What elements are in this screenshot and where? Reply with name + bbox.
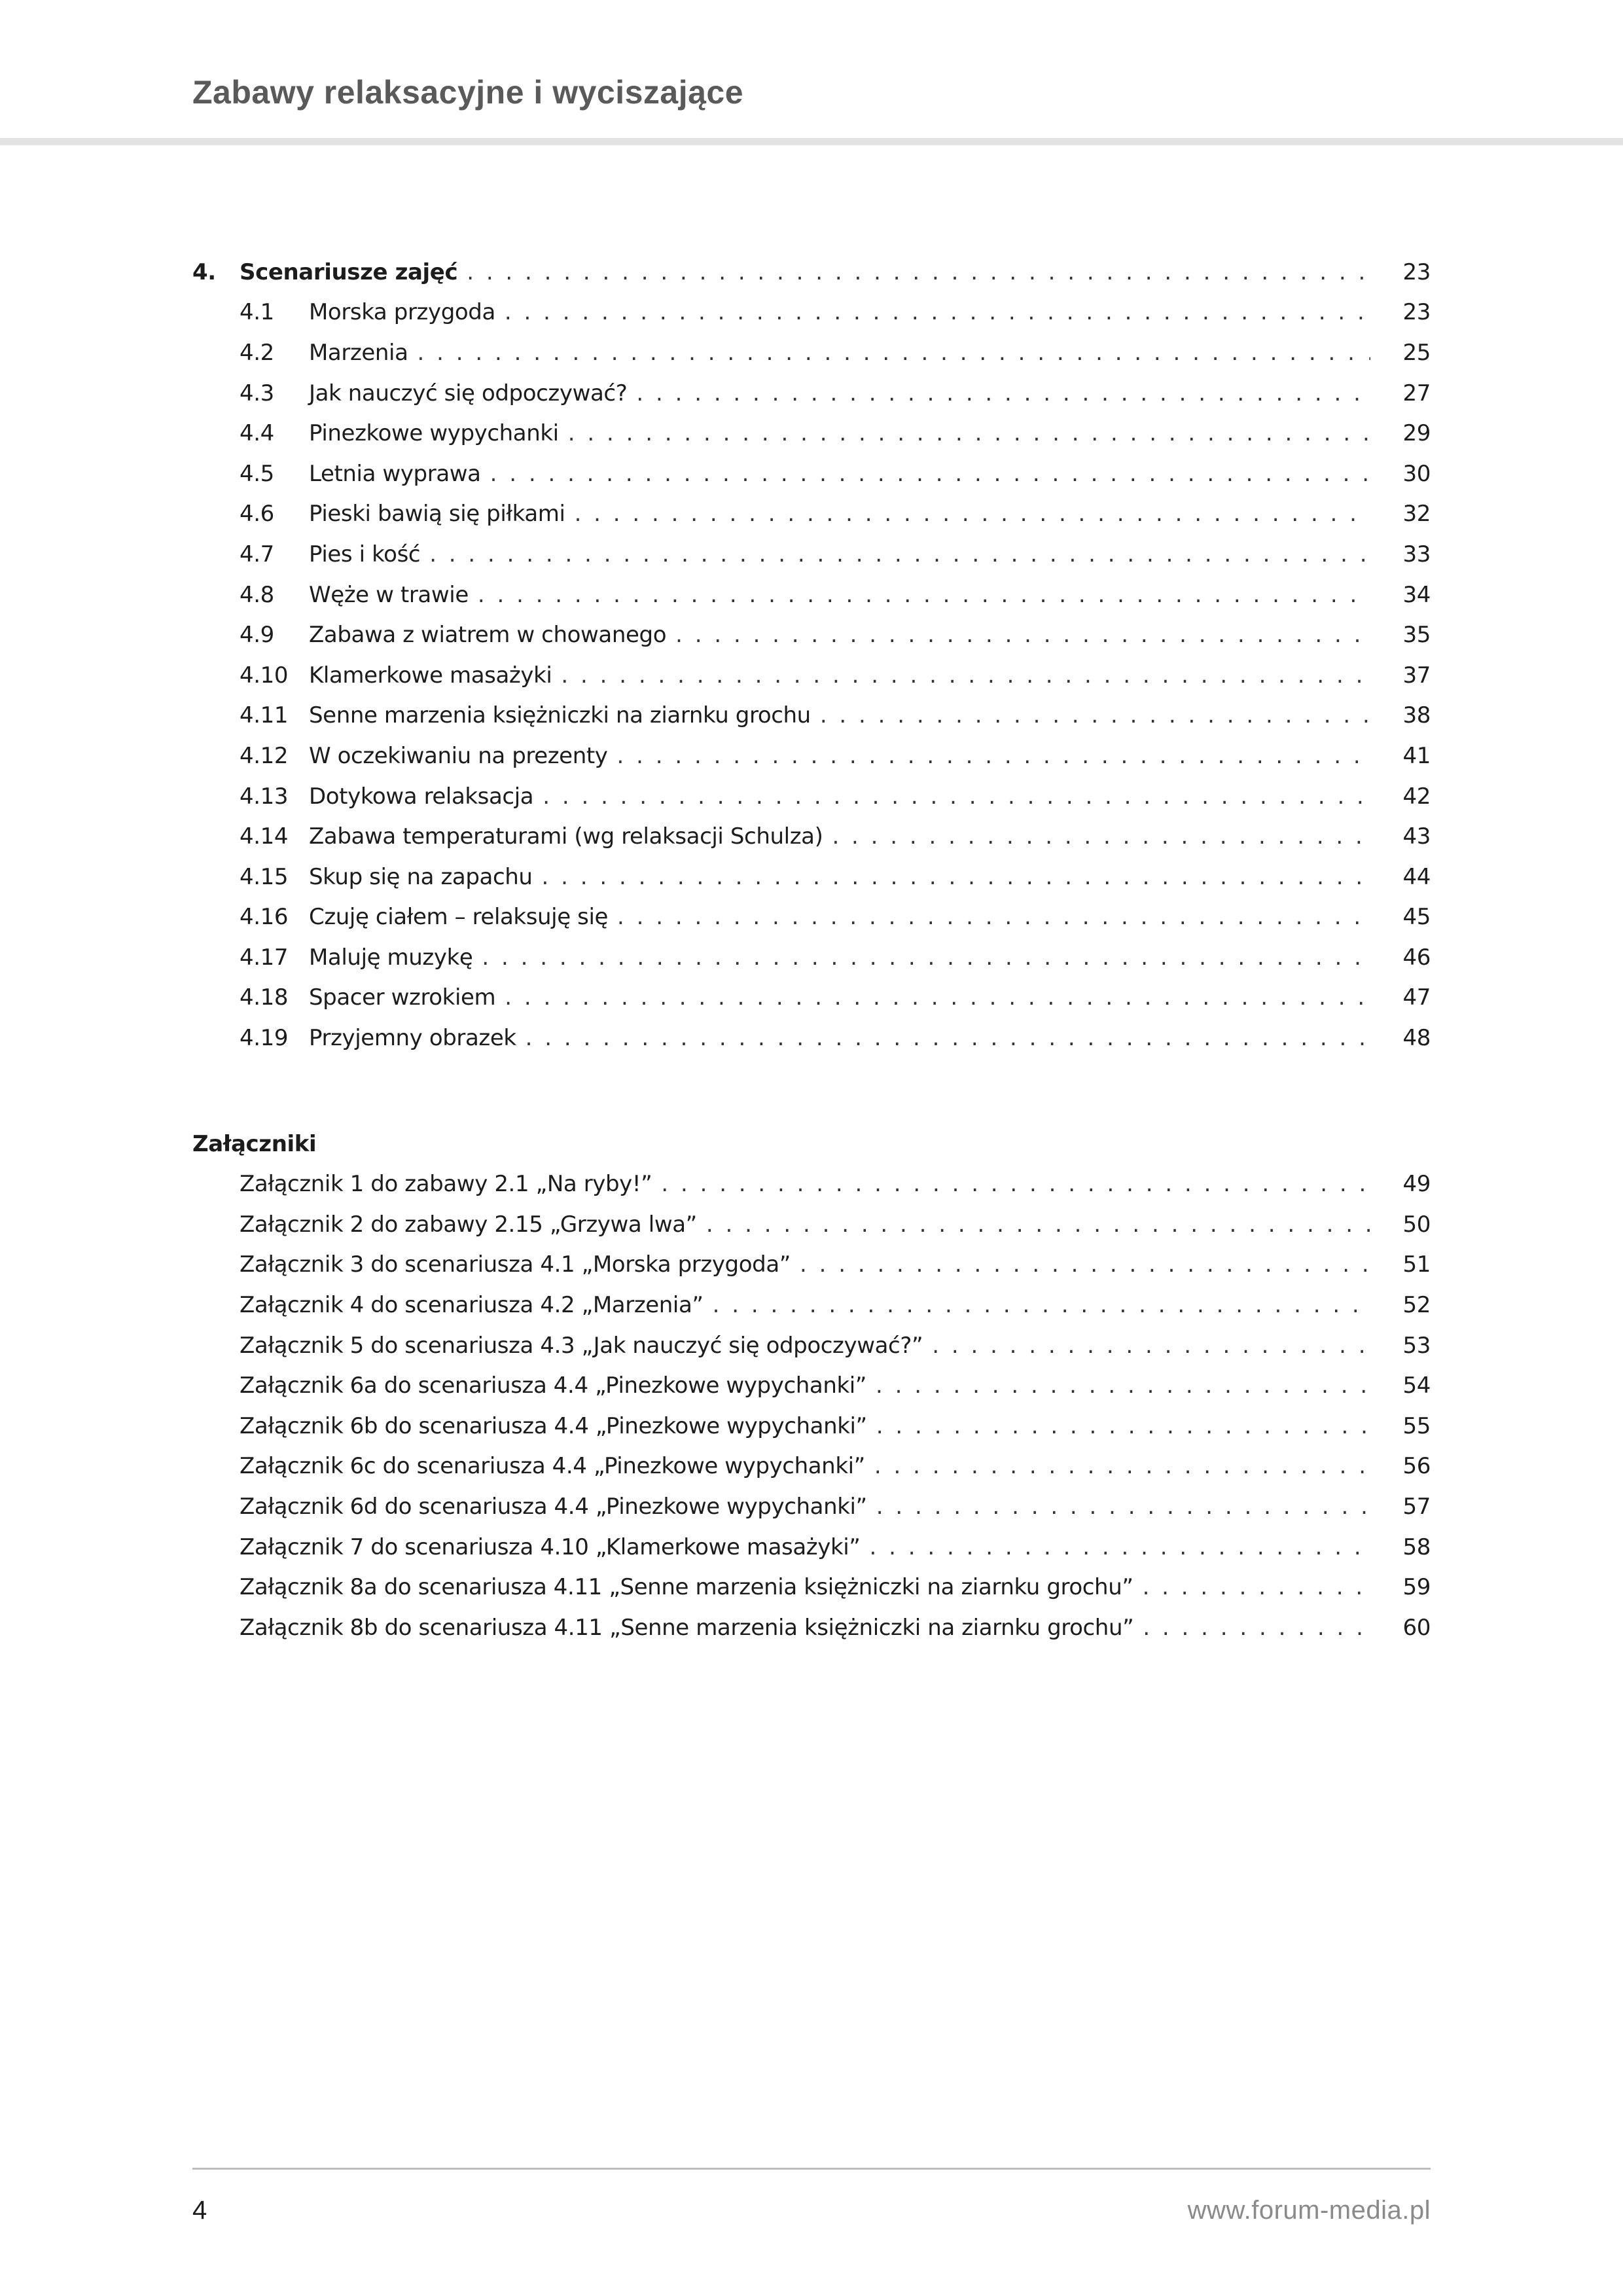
toc-entry-number: 4.10 <box>240 662 289 689</box>
attachment-row[interactable] <box>192 1446 1431 1487</box>
dot-leader <box>636 380 1370 406</box>
dot-leader <box>490 461 1370 487</box>
toc-entry-number: 4.16 <box>240 904 289 931</box>
dot-leader <box>478 582 1370 608</box>
toc-entry-page: 35 <box>1402 622 1431 649</box>
toc-entry-list <box>192 293 1431 1058</box>
dot-leader <box>575 501 1370 527</box>
attachment-title: Załącznik 1 do zabawy 2.1 „Na ryby!” <box>240 1171 652 1198</box>
toc-entry-row[interactable] <box>192 696 1431 736</box>
toc-entry-number: 4.18 <box>240 984 289 1011</box>
toc-entry-page: 42 <box>1402 783 1431 810</box>
dot-leader <box>482 944 1370 971</box>
toc-chapter-title: Scenariusze zajęć <box>240 259 458 285</box>
toc-entry-title: Zabawa z wiatrem w chowanego <box>309 622 667 649</box>
running-header-title: Zabawy relaksacyjne i wyciszające <box>192 74 744 111</box>
toc-chapter-number: 4. <box>192 259 216 285</box>
attachment-row[interactable] <box>192 1365 1431 1406</box>
dot-leader <box>800 1251 1370 1278</box>
toc-entry-page: 45 <box>1402 904 1431 931</box>
toc-entry-number: 4.9 <box>240 622 274 649</box>
toc-entry-row[interactable] <box>192 978 1431 1018</box>
attachment-title: Załącznik 4 do scenariusza 4.2 „Marzenia” <box>240 1292 704 1319</box>
toc-entry-title: Węże w trawie <box>309 581 469 608</box>
publisher-url[interactable]: www.forum-media.pl <box>1187 2196 1431 2225</box>
toc-entry-row[interactable] <box>192 454 1431 494</box>
attachment-page: 49 <box>1402 1171 1431 1198</box>
toc-entry-title: Morska przygoda <box>309 299 495 326</box>
toc-entry-page: 43 <box>1402 823 1431 850</box>
toc-entry-title: Dotykowa relaksacja <box>309 783 534 810</box>
toc-chapter-page: 23 <box>1402 259 1431 285</box>
dot-leader <box>876 1413 1370 1439</box>
attachment-row[interactable] <box>192 1607 1431 1648</box>
toc-entry-row[interactable] <box>192 332 1431 373</box>
toc-entry-number: 4.5 <box>240 460 274 487</box>
attachment-row[interactable] <box>192 1245 1431 1285</box>
attachment-title: Załącznik 8b do scenariusza 4.11 „Senne marzenia księżniczki na ziarnku grochu” <box>240 1614 1134 1641</box>
toc-entry-page: 27 <box>1402 380 1431 406</box>
toc-entry-title: Klamerkowe masażyki <box>309 662 552 689</box>
toc-entry-number: 4.19 <box>240 1025 289 1052</box>
attachment-page: 55 <box>1402 1412 1431 1439</box>
toc-entry-number: 4.2 <box>240 339 274 366</box>
attachment-page: 50 <box>1402 1211 1431 1238</box>
dot-leader <box>1143 1615 1370 1641</box>
attachment-page: 58 <box>1402 1534 1431 1560</box>
attachment-row[interactable] <box>192 1204 1431 1245</box>
toc-chapter-row[interactable] <box>192 252 1431 293</box>
toc-entry-number: 4.12 <box>240 742 289 769</box>
attachment-title: Załącznik 6a do scenariusza 4.4 „Pinezkowe wypychanki” <box>240 1372 867 1399</box>
dot-leader <box>832 823 1370 850</box>
toc-entry-number: 4.1 <box>240 299 274 326</box>
toc-entry-page: 32 <box>1402 501 1431 528</box>
toc-entry-page: 23 <box>1402 299 1431 326</box>
toc-entry-number: 4.8 <box>240 581 274 608</box>
attachment-page: 51 <box>1402 1251 1431 1278</box>
toc-entry-page: 41 <box>1402 742 1431 769</box>
attachment-row[interactable] <box>192 1285 1431 1325</box>
toc-entry-title: Senne marzenia księżniczki na ziarnku grochu <box>309 702 811 729</box>
toc-entry-page: 30 <box>1402 460 1431 487</box>
toc-entry-number: 4.4 <box>240 420 274 447</box>
dot-leader <box>820 702 1370 728</box>
attachment-row[interactable] <box>192 1527 1431 1568</box>
dot-leader <box>876 1372 1370 1399</box>
dot-leader <box>542 864 1370 890</box>
toc-entry-page: 48 <box>1402 1025 1431 1052</box>
toc-entry-row[interactable] <box>192 897 1431 938</box>
toc-entry-number: 4.7 <box>240 541 274 567</box>
attachment-page: 56 <box>1402 1453 1431 1480</box>
dot-leader <box>874 1453 1370 1479</box>
toc-entry-row[interactable] <box>192 575 1431 615</box>
dot-leader <box>505 984 1370 1011</box>
toc-entry-page: 38 <box>1402 702 1431 729</box>
dot-leader <box>617 904 1370 930</box>
toc-entry-title: Pinezkowe wypychanki <box>309 420 559 447</box>
dot-leader <box>568 420 1370 446</box>
toc-entry-row[interactable] <box>192 736 1431 776</box>
toc-entry-number: 4.3 <box>240 380 274 406</box>
toc-entry-row[interactable] <box>192 615 1431 655</box>
dot-leader <box>467 259 1370 285</box>
attachment-page: 60 <box>1402 1614 1431 1641</box>
dot-leader <box>543 783 1370 810</box>
toc-entry-row[interactable] <box>192 373 1431 414</box>
dot-leader <box>870 1534 1370 1560</box>
toc-entry-page: 34 <box>1402 581 1431 608</box>
dot-leader <box>505 299 1370 325</box>
toc-entry-row[interactable] <box>192 857 1431 897</box>
toc-entry-row[interactable] <box>192 293 1431 333</box>
attachment-page: 54 <box>1402 1372 1431 1399</box>
attachment-row[interactable] <box>192 1567 1431 1607</box>
toc-entry-page: 46 <box>1402 944 1431 971</box>
toc-entry-row[interactable] <box>192 937 1431 978</box>
toc-entry-title: W oczekiwaniu na prezenty <box>309 742 608 769</box>
toc-entry-page: 47 <box>1402 984 1431 1011</box>
toc-entry-row[interactable] <box>192 413 1431 454</box>
toc-entry-page: 25 <box>1402 339 1431 366</box>
dot-leader <box>675 622 1370 648</box>
dot-leader <box>713 1292 1370 1318</box>
toc-entry-page: 33 <box>1402 541 1431 567</box>
toc-entry-title: Pies i kość <box>309 541 421 567</box>
table-of-contents <box>192 252 1431 1648</box>
attachment-row[interactable] <box>192 1406 1431 1446</box>
toc-entry-title: Spacer wzrokiem <box>309 984 496 1011</box>
toc-entry-row[interactable] <box>192 494 1431 535</box>
attachments-heading: Załączniki <box>192 1130 317 1157</box>
attachment-page: 53 <box>1402 1332 1431 1359</box>
toc-entry-page: 37 <box>1402 662 1431 689</box>
toc-entry-number: 4.15 <box>240 863 289 890</box>
toc-entry-title: Pieski bawią się piłkami <box>309 501 565 528</box>
attachment-page: 59 <box>1402 1574 1431 1601</box>
toc-entry-row[interactable] <box>192 655 1431 696</box>
dot-leader <box>526 1025 1370 1051</box>
attachment-row[interactable] <box>192 1486 1431 1527</box>
attachment-title: Załącznik 6c do scenariusza 4.4 „Pinezkowe wypychanki” <box>240 1453 865 1480</box>
toc-entry-title: Marzenia <box>309 339 408 366</box>
toc-entry-page: 29 <box>1402 420 1431 447</box>
attachment-title: Załącznik 6b do scenariusza 4.4 „Pinezkowe wypychanki” <box>240 1412 867 1439</box>
dot-leader <box>429 541 1370 567</box>
attachment-row[interactable] <box>192 1164 1431 1204</box>
page-number: 4 <box>192 2196 207 2225</box>
attachment-title: Załącznik 8a do scenariusza 4.11 „Senne marzenia księżniczki na ziarnku grochu” <box>240 1574 1133 1601</box>
dot-leader <box>418 340 1370 366</box>
attachment-title: Załącznik 6d do scenariusza 4.4 „Pinezkowe wypychanki” <box>240 1494 867 1520</box>
toc-entry-number: 4.11 <box>240 702 289 729</box>
toc-entry-title: Przyjemny obrazek <box>309 1025 516 1052</box>
attachment-page: 57 <box>1402 1494 1431 1520</box>
attachment-title: Załącznik 3 do scenariusza 4.1 „Morska przygoda” <box>240 1251 791 1278</box>
dot-leader <box>561 662 1370 689</box>
dot-leader <box>932 1333 1370 1359</box>
dot-leader <box>876 1494 1370 1520</box>
toc-entry-page: 44 <box>1402 863 1431 890</box>
toc-entry-title: Zabawa temperaturami (wg relaksacji Schulza) <box>309 823 823 850</box>
attachment-row[interactable] <box>192 1325 1431 1366</box>
header-divider <box>0 138 1623 145</box>
toc-entry-title: Maluję muzykę <box>309 944 473 971</box>
dot-leader <box>1143 1574 1370 1600</box>
dot-leader <box>617 743 1370 769</box>
toc-entry-number: 4.17 <box>240 944 289 971</box>
toc-entry-number: 4.6 <box>240 501 274 528</box>
dot-leader <box>706 1211 1370 1238</box>
attachment-list <box>192 1164 1431 1647</box>
toc-entry-number: 4.14 <box>240 823 289 850</box>
toc-entry-title: Skup się na zapachu <box>309 863 533 890</box>
attachment-title: Załącznik 2 do zabawy 2.15 „Grzywa lwa” <box>240 1211 697 1238</box>
toc-entry-row[interactable] <box>192 1018 1431 1058</box>
attachment-title: Załącznik 7 do scenariusza 4.10 „Klamerkowe masażyki” <box>240 1534 861 1560</box>
attachment-title: Załącznik 5 do scenariusza 4.3 „Jak nauczyć się odpoczywać?” <box>240 1332 923 1359</box>
attachment-page: 52 <box>1402 1292 1431 1319</box>
footer-divider <box>192 2168 1431 2170</box>
dot-leader <box>661 1171 1370 1197</box>
toc-entry-title: Jak nauczyć się odpoczywać? <box>309 380 628 406</box>
toc-entry-title: Czuję ciałem – relaksuję się <box>309 904 609 931</box>
toc-entry-row[interactable] <box>192 534 1431 575</box>
toc-entry-title: Letnia wyprawa <box>309 460 481 487</box>
toc-entry-row[interactable] <box>192 816 1431 857</box>
toc-entry-number: 4.13 <box>240 783 289 810</box>
toc-entry-row[interactable] <box>192 776 1431 817</box>
